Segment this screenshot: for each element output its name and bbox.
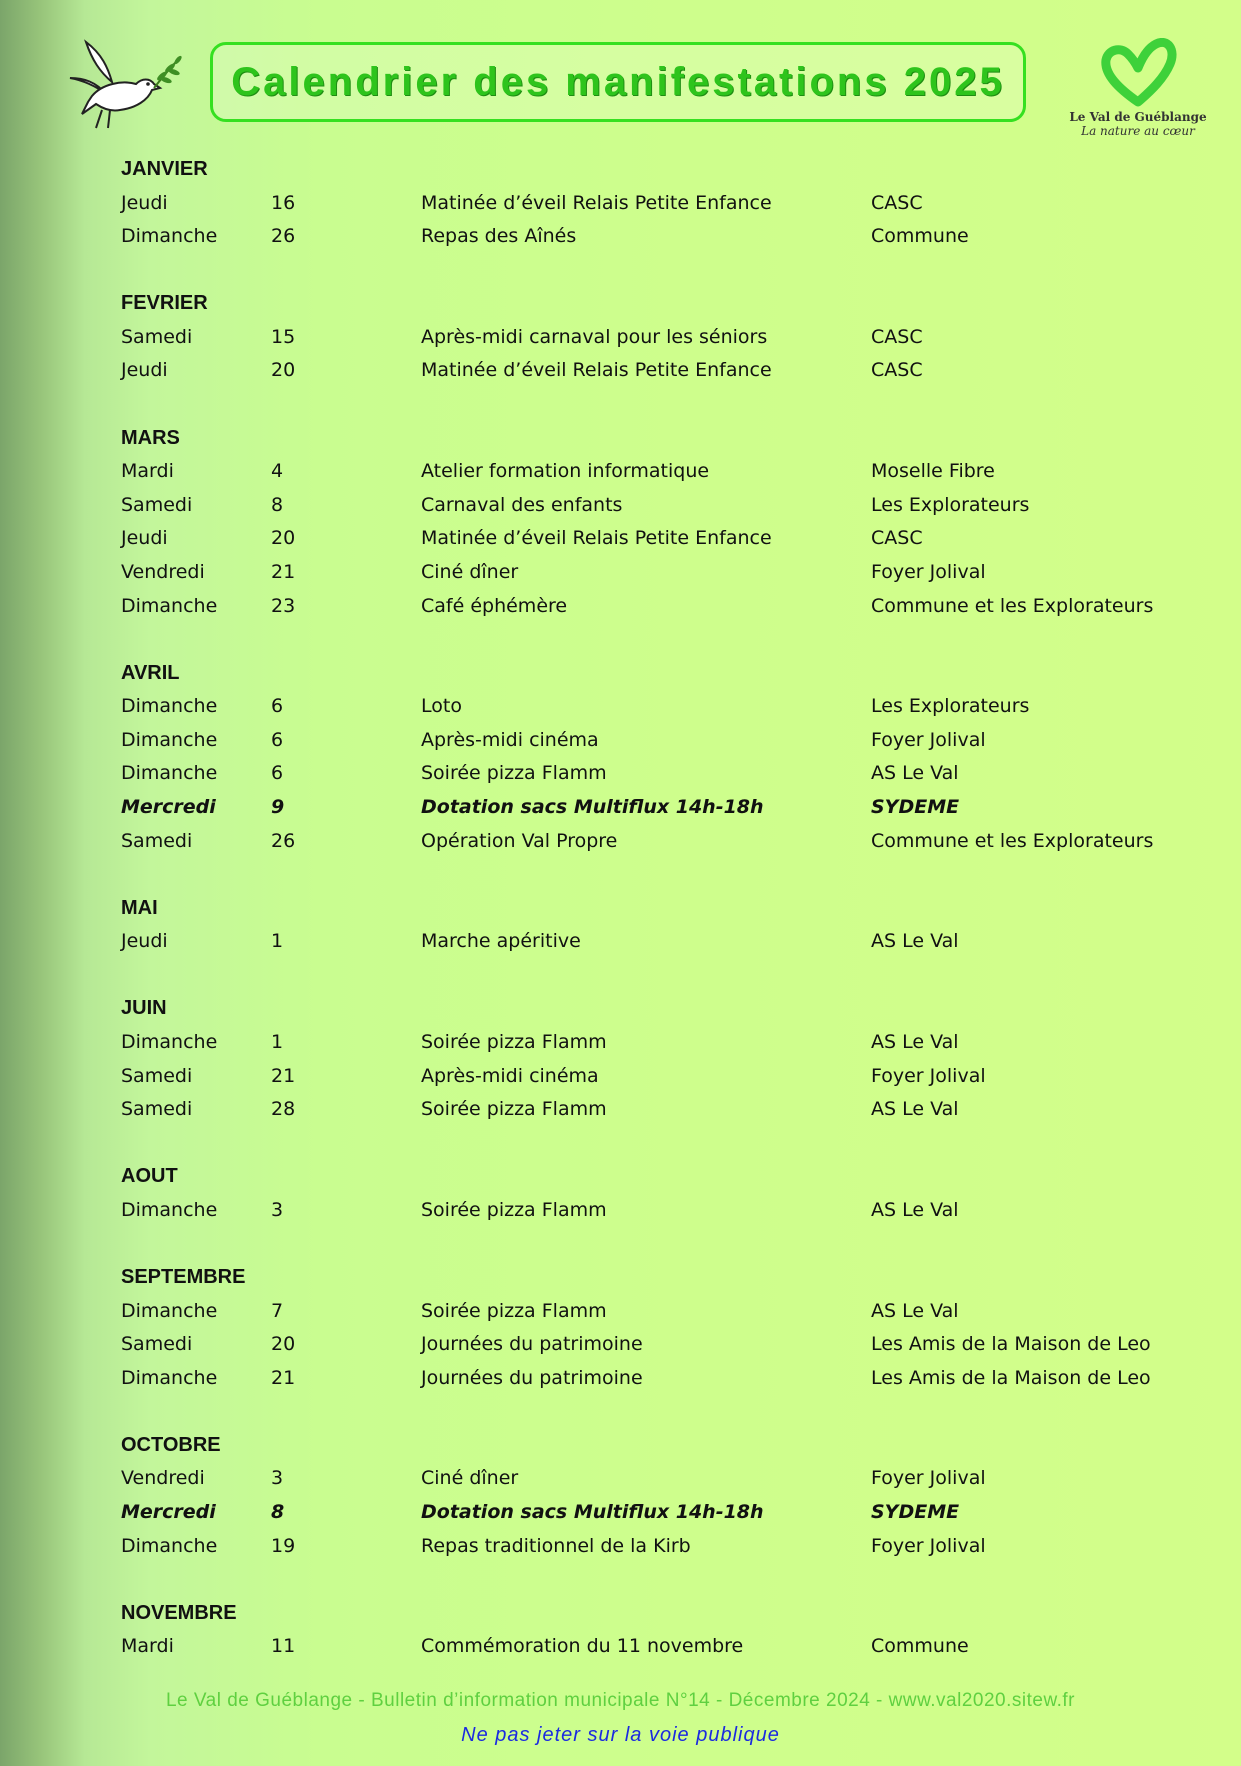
event-date: 6	[271, 695, 284, 718]
event-day: Dimanche	[121, 695, 218, 718]
event-date: 1	[271, 1030, 284, 1053]
event-date: 3	[271, 1467, 284, 1490]
event-row	[121, 1630, 1201, 1664]
event-row	[121, 1194, 1201, 1228]
event-organizer: Foyer Jolival	[871, 728, 986, 751]
event-day: Dimanche	[121, 728, 218, 751]
month-section	[121, 1597, 1201, 1664]
month-heading: MAI	[121, 896, 158, 919]
month-section	[121, 657, 1201, 859]
event-day: Mercredi	[121, 796, 216, 818]
event-date: 9	[271, 796, 285, 818]
event-date: 8	[271, 493, 284, 516]
event-row	[121, 1060, 1201, 1094]
month-section	[121, 1429, 1201, 1563]
event-date: 16	[271, 191, 296, 214]
event-title: Opération Val Propre	[421, 829, 618, 852]
event-title: Matinée d’éveil Relais Petite Enfance	[421, 527, 772, 550]
municipality-logo	[1058, 38, 1218, 142]
event-title: Journées du patrimoine	[421, 1333, 643, 1356]
event-organizer: Les Amis de la Maison de Leo	[871, 1333, 1151, 1356]
event-title: Atelier formation informatique	[421, 460, 710, 483]
event-row	[121, 791, 1201, 825]
event-date: 1	[271, 930, 284, 953]
event-day: Dimanche	[121, 762, 218, 785]
event-row	[121, 556, 1201, 590]
event-day: Samedi	[121, 493, 193, 516]
event-row	[121, 1496, 1201, 1530]
event-row	[121, 1093, 1201, 1127]
event-organizer: Commune	[871, 1635, 969, 1658]
event-row	[121, 724, 1201, 758]
event-organizer: AS Le Val	[871, 1198, 959, 1221]
month-section	[121, 1261, 1201, 1395]
event-organizer: AS Le Val	[871, 762, 959, 785]
event-date: 3	[271, 1198, 284, 1221]
event-day: Dimanche	[121, 1030, 218, 1053]
event-title: Soirée pizza Flamm	[421, 1030, 607, 1053]
event-title: Dotation sacs Multiflux 14h-18h	[421, 796, 764, 818]
event-organizer: Les Explorateurs	[871, 493, 1030, 516]
event-date: 21	[271, 1064, 296, 1087]
event-organizer: CASC	[871, 359, 923, 382]
event-date: 26	[271, 225, 296, 248]
bulletin-footer: Le Val de Guéblange - Bulletin d’information municipale N°14 - Décembre 2024 - www.val2020.sitew.fr	[165, 1690, 1076, 1711]
event-row	[121, 925, 1201, 959]
event-row	[121, 1328, 1201, 1362]
event-organizer: Foyer Jolival	[871, 1534, 986, 1557]
event-date: 20	[271, 359, 296, 382]
event-day: Dimanche	[121, 1198, 218, 1221]
event-title: Carnaval des enfants	[421, 493, 623, 516]
event-title: Journées du patrimoine	[421, 1366, 643, 1389]
month-heading: SEPTEMBRE	[121, 1265, 246, 1288]
event-organizer: Foyer Jolival	[871, 1064, 986, 1087]
page-header	[0, 0, 1241, 150]
event-organizer: CASC	[871, 527, 923, 550]
event-day: Jeudi	[121, 527, 168, 550]
event-day: Samedi	[121, 1064, 193, 1087]
event-date: 21	[271, 560, 296, 583]
event-organizer: Foyer Jolival	[871, 560, 986, 583]
event-organizer: Moselle Fibre	[871, 460, 995, 483]
event-title: Commémoration du 11 novembre	[421, 1635, 744, 1658]
event-title: Repas traditionnel de la Kirb	[421, 1534, 691, 1557]
month-section	[121, 153, 1201, 254]
title-banner	[210, 42, 1026, 122]
event-day: Jeudi	[121, 191, 168, 214]
event-row	[121, 590, 1201, 624]
event-day: Jeudi	[121, 359, 168, 382]
event-title: Matinée d’éveil Relais Petite Enfance	[421, 191, 772, 214]
event-date: 26	[271, 829, 296, 852]
event-title: Dotation sacs Multiflux 14h-18h	[421, 1501, 764, 1523]
event-organizer: Commune et les Explorateurs	[871, 829, 1154, 852]
event-day: Dimanche	[121, 225, 218, 248]
event-date: 6	[271, 728, 284, 751]
event-date: 4	[271, 460, 284, 483]
event-day: Dimanche	[121, 1366, 218, 1389]
event-title: Soirée pizza Flamm	[421, 1198, 607, 1221]
event-row	[121, 1462, 1201, 1496]
event-title: Matinée d’éveil Relais Petite Enfance	[421, 359, 772, 382]
event-row	[121, 1362, 1201, 1396]
event-row	[121, 1295, 1201, 1329]
event-row	[121, 1530, 1201, 1564]
event-day: Jeudi	[121, 930, 168, 953]
event-row	[121, 522, 1201, 556]
event-day: Dimanche	[121, 1534, 218, 1557]
event-row	[121, 220, 1201, 254]
event-organizer: AS Le Val	[871, 1030, 959, 1053]
dove-with-olive-branch-icon	[62, 38, 182, 134]
logo-tagline: La nature au cœur	[1081, 124, 1195, 138]
event-organizer: AS Le Val	[871, 930, 959, 953]
event-date: 15	[271, 325, 296, 348]
event-organizer: CASC	[871, 191, 923, 214]
event-day: Samedi	[121, 1098, 193, 1121]
event-date: 20	[271, 1333, 296, 1356]
logo-name: Le Val de Guéblange	[1069, 110, 1207, 124]
month-heading: JUIN	[121, 997, 167, 1020]
event-date: 11	[271, 1635, 296, 1658]
month-section	[121, 892, 1201, 959]
event-organizer: Les Amis de la Maison de Leo	[871, 1366, 1151, 1389]
event-row	[121, 1026, 1201, 1060]
event-title: Soirée pizza Flamm	[421, 1098, 607, 1121]
month-heading: NOVEMBRE	[121, 1601, 237, 1624]
month-section	[121, 287, 1201, 388]
event-row	[121, 321, 1201, 355]
event-row	[121, 489, 1201, 523]
event-title: Après-midi cinéma	[421, 1064, 599, 1087]
event-day: Samedi	[121, 829, 193, 852]
event-organizer: Foyer Jolival	[871, 1467, 986, 1490]
event-title: Café éphémère	[421, 594, 568, 617]
month-heading: AOUT	[121, 1165, 178, 1188]
event-title: Ciné dîner	[421, 560, 519, 583]
event-day: Vendredi	[121, 560, 205, 583]
event-date: 19	[271, 1534, 296, 1557]
event-date: 8	[271, 1501, 285, 1523]
event-row	[121, 825, 1201, 859]
event-organizer: SYDEME	[871, 1501, 960, 1523]
month-heading: FEVRIER	[121, 292, 208, 315]
event-row	[121, 187, 1201, 221]
event-date: 20	[271, 527, 296, 550]
event-day: Mardi	[121, 1635, 174, 1658]
month-section	[121, 992, 1201, 1126]
events-calendar	[121, 153, 1201, 1697]
event-title: Marche apéritive	[421, 930, 581, 953]
event-date: 7	[271, 1299, 284, 1322]
event-date: 28	[271, 1098, 296, 1121]
event-title: Soirée pizza Flamm	[421, 1299, 607, 1322]
event-date: 6	[271, 762, 284, 785]
do-not-litter-notice: Ne pas jeter sur la voie publique	[461, 1724, 780, 1746]
event-title: Repas des Aînés	[421, 225, 577, 248]
event-organizer: AS Le Val	[871, 1098, 959, 1121]
event-day: Dimanche	[121, 1299, 218, 1322]
month-heading: MARS	[121, 426, 180, 449]
event-day: Mercredi	[121, 1501, 216, 1523]
event-organizer: SYDEME	[871, 796, 960, 818]
month-section	[121, 422, 1201, 624]
event-organizer: AS Le Val	[871, 1299, 959, 1322]
event-title: Ciné dîner	[421, 1467, 519, 1490]
event-date: 23	[271, 594, 296, 617]
month-heading: AVRIL	[121, 661, 180, 684]
month-heading: OCTOBRE	[121, 1433, 221, 1456]
event-organizer: Commune	[871, 225, 969, 248]
event-day: Mardi	[121, 460, 174, 483]
event-row	[121, 455, 1201, 489]
event-row	[121, 757, 1201, 791]
green-heart-logo-icon	[1098, 38, 1178, 108]
event-day: Samedi	[121, 1333, 193, 1356]
event-row	[121, 690, 1201, 724]
event-organizer: Les Explorateurs	[871, 695, 1030, 718]
month-heading: JANVIER	[121, 158, 208, 180]
event-organizer: CASC	[871, 325, 923, 348]
event-date: 21	[271, 1366, 296, 1389]
event-title: Soirée pizza Flamm	[421, 762, 607, 785]
event-day: Samedi	[121, 325, 193, 348]
event-title: Après-midi cinéma	[421, 728, 599, 751]
event-day: Dimanche	[121, 594, 218, 617]
event-day: Vendredi	[121, 1467, 205, 1490]
event-title: Après-midi carnaval pour les séniors	[421, 325, 768, 348]
event-title: Loto	[421, 695, 462, 718]
event-row	[121, 354, 1201, 388]
event-organizer: Commune et les Explorateurs	[871, 594, 1154, 617]
month-section	[121, 1160, 1201, 1227]
page-title: Calendrier des manifestations 2025	[231, 59, 1005, 104]
